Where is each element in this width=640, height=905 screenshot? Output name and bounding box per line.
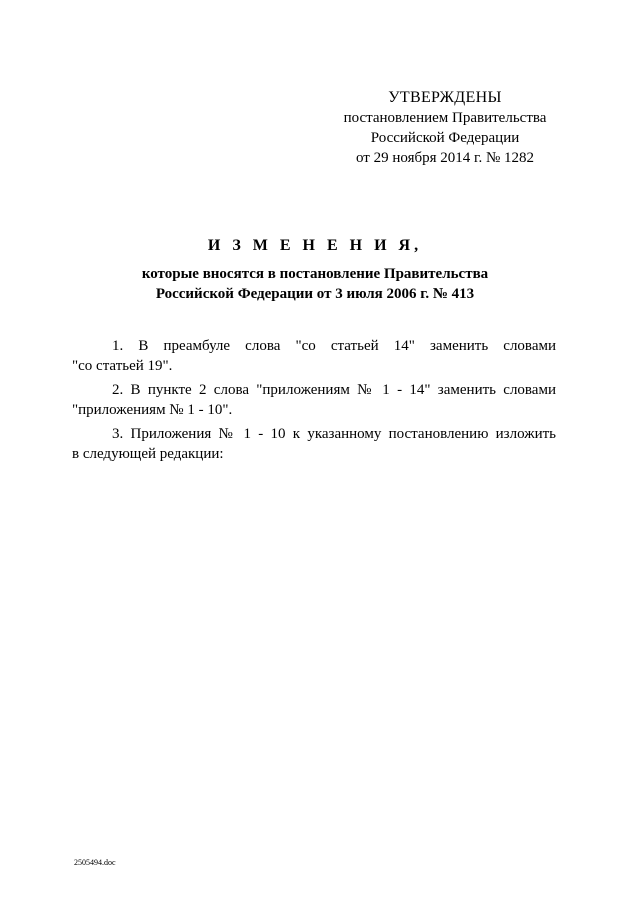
item-2-line2: "приложениям № 1 - 10". (72, 402, 233, 418)
list-item (72, 336, 556, 376)
footer-doc-id: 2505494.doc (74, 858, 116, 867)
approval-line-date-number: от 29 ноября 2014 г. № 1282 (355, 150, 535, 166)
list-item (72, 424, 556, 464)
item-2-line1: 2. В пункте 2 слова "приложениям № 1 - 14" заменить словами (112, 382, 556, 398)
approval-line-resolution: постановлением Правительства (343, 110, 547, 126)
document-body (72, 336, 556, 468)
approval-block (320, 88, 570, 168)
approval-line-federation: Российской Федерации (370, 130, 520, 146)
document-heading (70, 236, 560, 304)
item-3-line2: в следующей редакции: (72, 446, 224, 462)
item-3-line1: 3. Приложения № 1 - 10 к указанному постановлению изложить (112, 426, 556, 442)
list-item (72, 380, 556, 420)
item-1-line2: "со статьей 19". (72, 358, 173, 374)
approved-label: УТВЕРЖДЕНЫ (388, 89, 502, 106)
document-subtitle-line1: которые вносятся в постановление Правительства (141, 266, 489, 282)
document-subtitle-line2: Российской Федерации от 3 июля 2006 г. № 413 (155, 286, 475, 302)
document-title: И З М Е Н Е Н И Я, (207, 237, 423, 254)
item-1-line1: 1. В преамбуле слова "со статьей 14" заменить словами (112, 338, 556, 354)
